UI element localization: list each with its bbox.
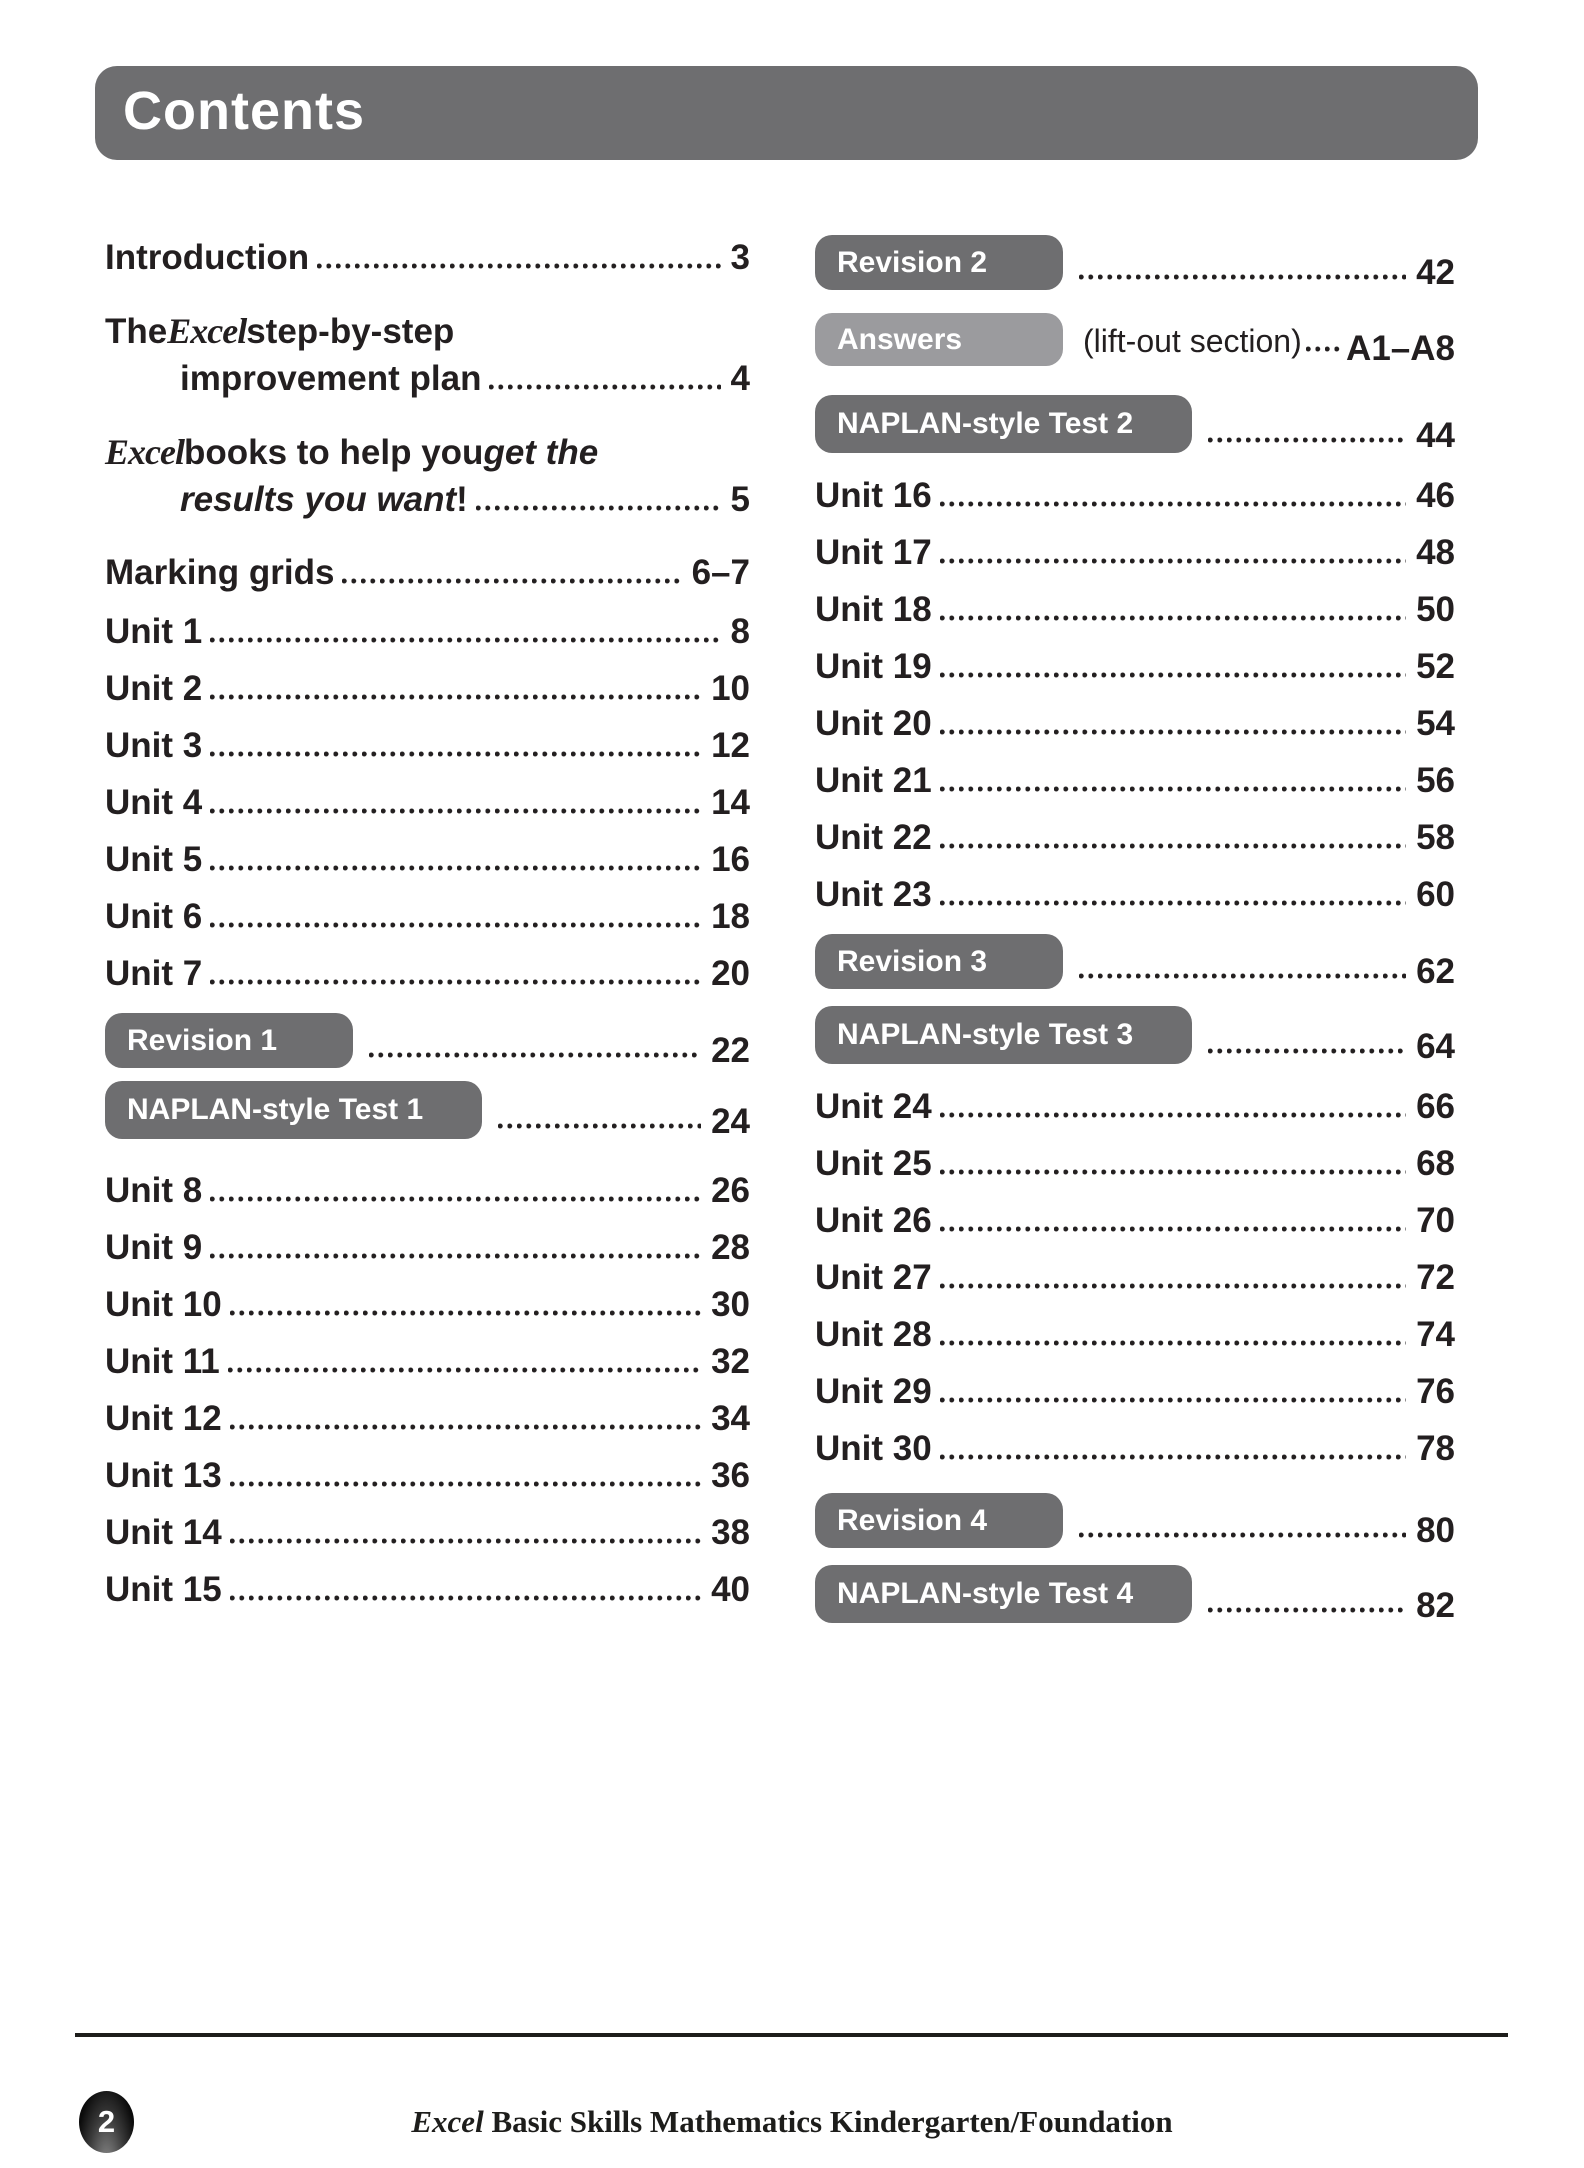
entry-label: Unit 23 (815, 875, 932, 914)
dot-leader (230, 1595, 701, 1601)
toc-entry-unit-16 (815, 478, 1455, 514)
entry-label: Unit 13 (105, 1456, 222, 1495)
entry-label: Unit 1 (105, 612, 203, 651)
toc-left-column (105, 240, 750, 1629)
entry-label: Unit 20 (815, 704, 932, 743)
entry-label-italic: results you want (180, 480, 457, 519)
toc-entry-naplan-test-4 (815, 1565, 1455, 1623)
entry-page: 60 (1416, 875, 1455, 914)
toc-entry-unit-3 (105, 728, 750, 764)
badge-label: Revision 3 (837, 944, 988, 978)
dot-leader (1079, 274, 1406, 280)
entry-label: Unit 28 (815, 1315, 932, 1354)
toc-entry-unit-27 (815, 1260, 1455, 1296)
revision-3-badge (815, 934, 1063, 989)
toc-entry-unit-23 (815, 877, 1455, 913)
badge-label: NAPLAN-style Test 2 (837, 407, 1134, 440)
entry-page: 34 (711, 1399, 750, 1438)
entry-page: 56 (1416, 761, 1455, 800)
toc-entry-unit-17 (815, 535, 1455, 571)
dot-leader (1306, 346, 1340, 352)
entry-page: 68 (1416, 1144, 1455, 1183)
dot-leader (940, 1169, 1406, 1175)
dot-leader (940, 1340, 1406, 1346)
exclamation-mark: ! (456, 480, 468, 519)
entry-page: 74 (1416, 1315, 1455, 1354)
toc-entry-marking-grids (105, 555, 750, 591)
entry-label: Unit 12 (105, 1399, 222, 1438)
entry-label: Unit 30 (815, 1429, 932, 1468)
entry-label: step-by-step (246, 312, 455, 351)
toc-entry-unit-15 (105, 1572, 750, 1608)
entry-page: 16 (711, 840, 750, 879)
contents-banner (95, 66, 1478, 160)
dot-leader (210, 922, 701, 928)
entry-page: 44 (1416, 416, 1455, 455)
revision-2-badge (815, 235, 1063, 290)
entry-page: 48 (1416, 533, 1455, 572)
toc-entry-unit-11 (105, 1344, 750, 1380)
entry-page: 28 (711, 1228, 750, 1267)
page-title: Contents (123, 81, 365, 141)
footer-divider-line (75, 2033, 1508, 2037)
dot-leader (940, 1454, 1406, 1460)
page-number: 2 (97, 2104, 116, 2139)
toc-entry-answers (815, 313, 1455, 366)
entry-page: 38 (711, 1513, 750, 1552)
toc-entry-excel-books-line2 (105, 482, 750, 518)
entry-label: Unit 15 (105, 1570, 222, 1609)
dot-leader (210, 865, 701, 871)
dot-leader (1208, 1607, 1406, 1613)
badge-label: NAPLAN-style Test 1 (127, 1093, 424, 1126)
entry-label: Unit 2 (105, 669, 203, 708)
badge-label: Revision 4 (837, 1503, 988, 1537)
dot-leader (940, 558, 1406, 564)
entry-page: 80 (1416, 1511, 1455, 1550)
toc-entry-naplan-test-2 (815, 395, 1455, 453)
entry-label: Unit 9 (105, 1228, 203, 1267)
dot-leader (489, 384, 720, 390)
entry-page: 50 (1416, 590, 1455, 629)
entry-page: A1–A8 (1346, 329, 1455, 368)
entry-label: Unit 3 (105, 726, 203, 765)
toc-entry-naplan-test-3 (815, 1006, 1455, 1064)
dot-leader (498, 1123, 701, 1129)
revision-1-badge (105, 1013, 353, 1068)
toc-entry-unit-1 (105, 614, 750, 650)
entry-page: 72 (1416, 1258, 1455, 1297)
entry-label: Marking grids (105, 553, 335, 592)
toc-entry-unit-28 (815, 1317, 1455, 1353)
dot-leader (940, 843, 1406, 849)
entry-page: 36 (711, 1456, 750, 1495)
toc-entry-unit-26 (815, 1203, 1455, 1239)
entry-label: Unit 19 (815, 647, 932, 686)
dot-leader (230, 1310, 701, 1316)
excel-brand-text: Excel (105, 432, 184, 472)
badge-label: Revision 2 (837, 245, 988, 279)
dot-leader (1208, 437, 1406, 443)
entry-label: Unit 17 (815, 533, 932, 572)
naplan-test-3-badge (815, 1006, 1192, 1064)
badge-label: Answers (837, 322, 963, 356)
toc-entry-unit-4 (105, 785, 750, 821)
dot-leader (940, 900, 1406, 906)
excel-brand-text: Excel (167, 311, 247, 351)
toc-entry-unit-9 (105, 1230, 750, 1266)
revision-4-badge (815, 1493, 1063, 1548)
toc-entry-naplan-test-1 (105, 1081, 750, 1139)
entry-label: Introduction (105, 238, 310, 277)
entry-label: Unit 26 (815, 1201, 932, 1240)
entry-label: Unit 11 (105, 1342, 220, 1381)
entry-page: 54 (1416, 704, 1455, 743)
toc-entry-unit-24 (815, 1089, 1455, 1125)
entry-label: Unit 6 (105, 897, 203, 936)
entry-page: 76 (1416, 1372, 1455, 1411)
dot-leader (210, 1196, 701, 1202)
entry-page: 70 (1416, 1201, 1455, 1240)
badge-label: Revision 1 (127, 1023, 278, 1057)
entry-page: 8 (730, 612, 750, 651)
dot-leader (317, 263, 720, 269)
naplan-test-1-badge (105, 1081, 482, 1139)
dot-leader (210, 808, 701, 814)
entry-page: 3 (730, 238, 750, 277)
entry-label: Unit 29 (815, 1372, 932, 1411)
toc-entry-unit-30 (815, 1431, 1455, 1467)
entry-label: The (105, 312, 168, 351)
dot-leader (940, 1283, 1406, 1289)
entry-label: Unit 7 (105, 954, 203, 993)
entry-page: 24 (711, 1102, 750, 1141)
dot-leader (230, 1481, 701, 1487)
entry-page: 52 (1416, 647, 1455, 686)
entry-page: 82 (1416, 1586, 1455, 1625)
toc-entry-revision-2 (815, 235, 1455, 290)
dot-leader (210, 979, 701, 985)
entry-page: 30 (711, 1285, 750, 1324)
dot-leader (1079, 973, 1406, 979)
entry-label: books to help you (183, 433, 484, 472)
toc-entry-unit-20 (815, 706, 1455, 742)
book-title-text: Basic Skills Mathematics Kindergarten/Foundation (483, 2104, 1173, 2139)
dot-leader (940, 729, 1406, 735)
toc-entry-unit-18 (815, 592, 1455, 628)
dot-leader (228, 1367, 701, 1373)
entry-page: 40 (711, 1570, 750, 1609)
dot-leader (210, 1253, 701, 1259)
toc-entry-excel-books-line1 (105, 434, 750, 471)
entry-page: 14 (711, 783, 750, 822)
entry-page: 26 (711, 1171, 750, 1210)
toc-entry-unit-5 (105, 842, 750, 878)
entry-page: 18 (711, 897, 750, 936)
entry-page: 66 (1416, 1087, 1455, 1126)
entry-label: Unit 22 (815, 818, 932, 857)
dot-leader (940, 672, 1406, 678)
toc-entry-unit-13 (105, 1458, 750, 1494)
entry-label: Unit 25 (815, 1144, 932, 1183)
entry-label: improvement plan (180, 359, 482, 398)
answers-note: (lift-out section) (1083, 323, 1302, 359)
toc-entry-unit-2 (105, 671, 750, 707)
dot-leader (940, 1397, 1406, 1403)
badge-label: NAPLAN-style Test 3 (837, 1018, 1134, 1051)
entry-label: Unit 8 (105, 1171, 203, 1210)
entry-label: Unit 16 (815, 476, 932, 515)
dot-leader (940, 1226, 1406, 1232)
entry-page: 78 (1416, 1429, 1455, 1468)
dot-leader (210, 751, 701, 757)
toc-entry-unit-21 (815, 763, 1455, 799)
entry-label-italic: get the (483, 433, 599, 472)
toc-right-column (815, 235, 1455, 1623)
dot-leader (940, 1112, 1406, 1118)
entry-label: Unit 24 (815, 1087, 932, 1126)
dot-leader (342, 578, 681, 584)
entry-page: 22 (711, 1031, 750, 1070)
dot-leader (210, 694, 701, 700)
entry-label: Unit 14 (105, 1513, 222, 1552)
toc-entry-unit-25 (815, 1146, 1455, 1182)
dot-leader (1079, 1532, 1406, 1538)
entry-page: 62 (1416, 952, 1455, 991)
dot-leader (1208, 1048, 1406, 1054)
toc-entry-unit-22 (815, 820, 1455, 856)
toc-entry-unit-12 (105, 1401, 750, 1437)
dot-leader (940, 615, 1406, 621)
dot-leader (369, 1052, 701, 1058)
toc-entry-unit-19 (815, 649, 1455, 685)
entry-page: 12 (711, 726, 750, 765)
toc-entry-revision-4 (815, 1493, 1455, 1548)
badge-label: NAPLAN-style Test 4 (837, 1577, 1134, 1610)
naplan-test-2-badge (815, 395, 1192, 453)
entry-page: 5 (730, 480, 750, 519)
entry-label: Unit 27 (815, 1258, 932, 1297)
dot-leader (210, 637, 720, 643)
answers-badge (815, 313, 1063, 366)
dot-leader (476, 505, 721, 511)
toc-entry-improvement-plan-line2 (105, 361, 750, 397)
entry-page: 20 (711, 954, 750, 993)
toc-entry-unit-10 (105, 1287, 750, 1323)
entry-label: Unit 21 (815, 761, 932, 800)
toc-entry-unit-8 (105, 1173, 750, 1209)
entry-label: Unit 5 (105, 840, 203, 879)
entry-page: 58 (1416, 818, 1455, 857)
toc-entry-unit-7 (105, 956, 750, 992)
dot-leader (940, 786, 1406, 792)
toc-entry-unit-6 (105, 899, 750, 935)
toc-entry-revision-1 (105, 1013, 750, 1068)
toc-entry-revision-3 (815, 934, 1455, 989)
dot-leader (940, 501, 1406, 507)
entry-label: Unit 18 (815, 590, 932, 629)
toc-entry-unit-14 (105, 1515, 750, 1551)
entry-page: 32 (711, 1342, 750, 1381)
entry-page: 46 (1416, 476, 1455, 515)
toc-entry-improvement-plan-line1 (105, 313, 750, 350)
toc-entry-unit-29 (815, 1374, 1455, 1410)
entry-label: Unit 4 (105, 783, 203, 822)
entry-page: 10 (711, 669, 750, 708)
entry-label: Unit 10 (105, 1285, 222, 1324)
dot-leader (230, 1424, 701, 1430)
entry-page: 64 (1416, 1027, 1455, 1066)
entry-page: 42 (1416, 253, 1455, 292)
book-title (0, 2104, 1584, 2140)
naplan-test-4-badge (815, 1565, 1192, 1623)
excel-brand-text: Excel (411, 2104, 484, 2139)
entry-page: 6–7 (691, 553, 750, 592)
entry-page: 4 (730, 359, 750, 398)
dot-leader (230, 1538, 701, 1544)
toc-entry-introduction (105, 240, 750, 276)
